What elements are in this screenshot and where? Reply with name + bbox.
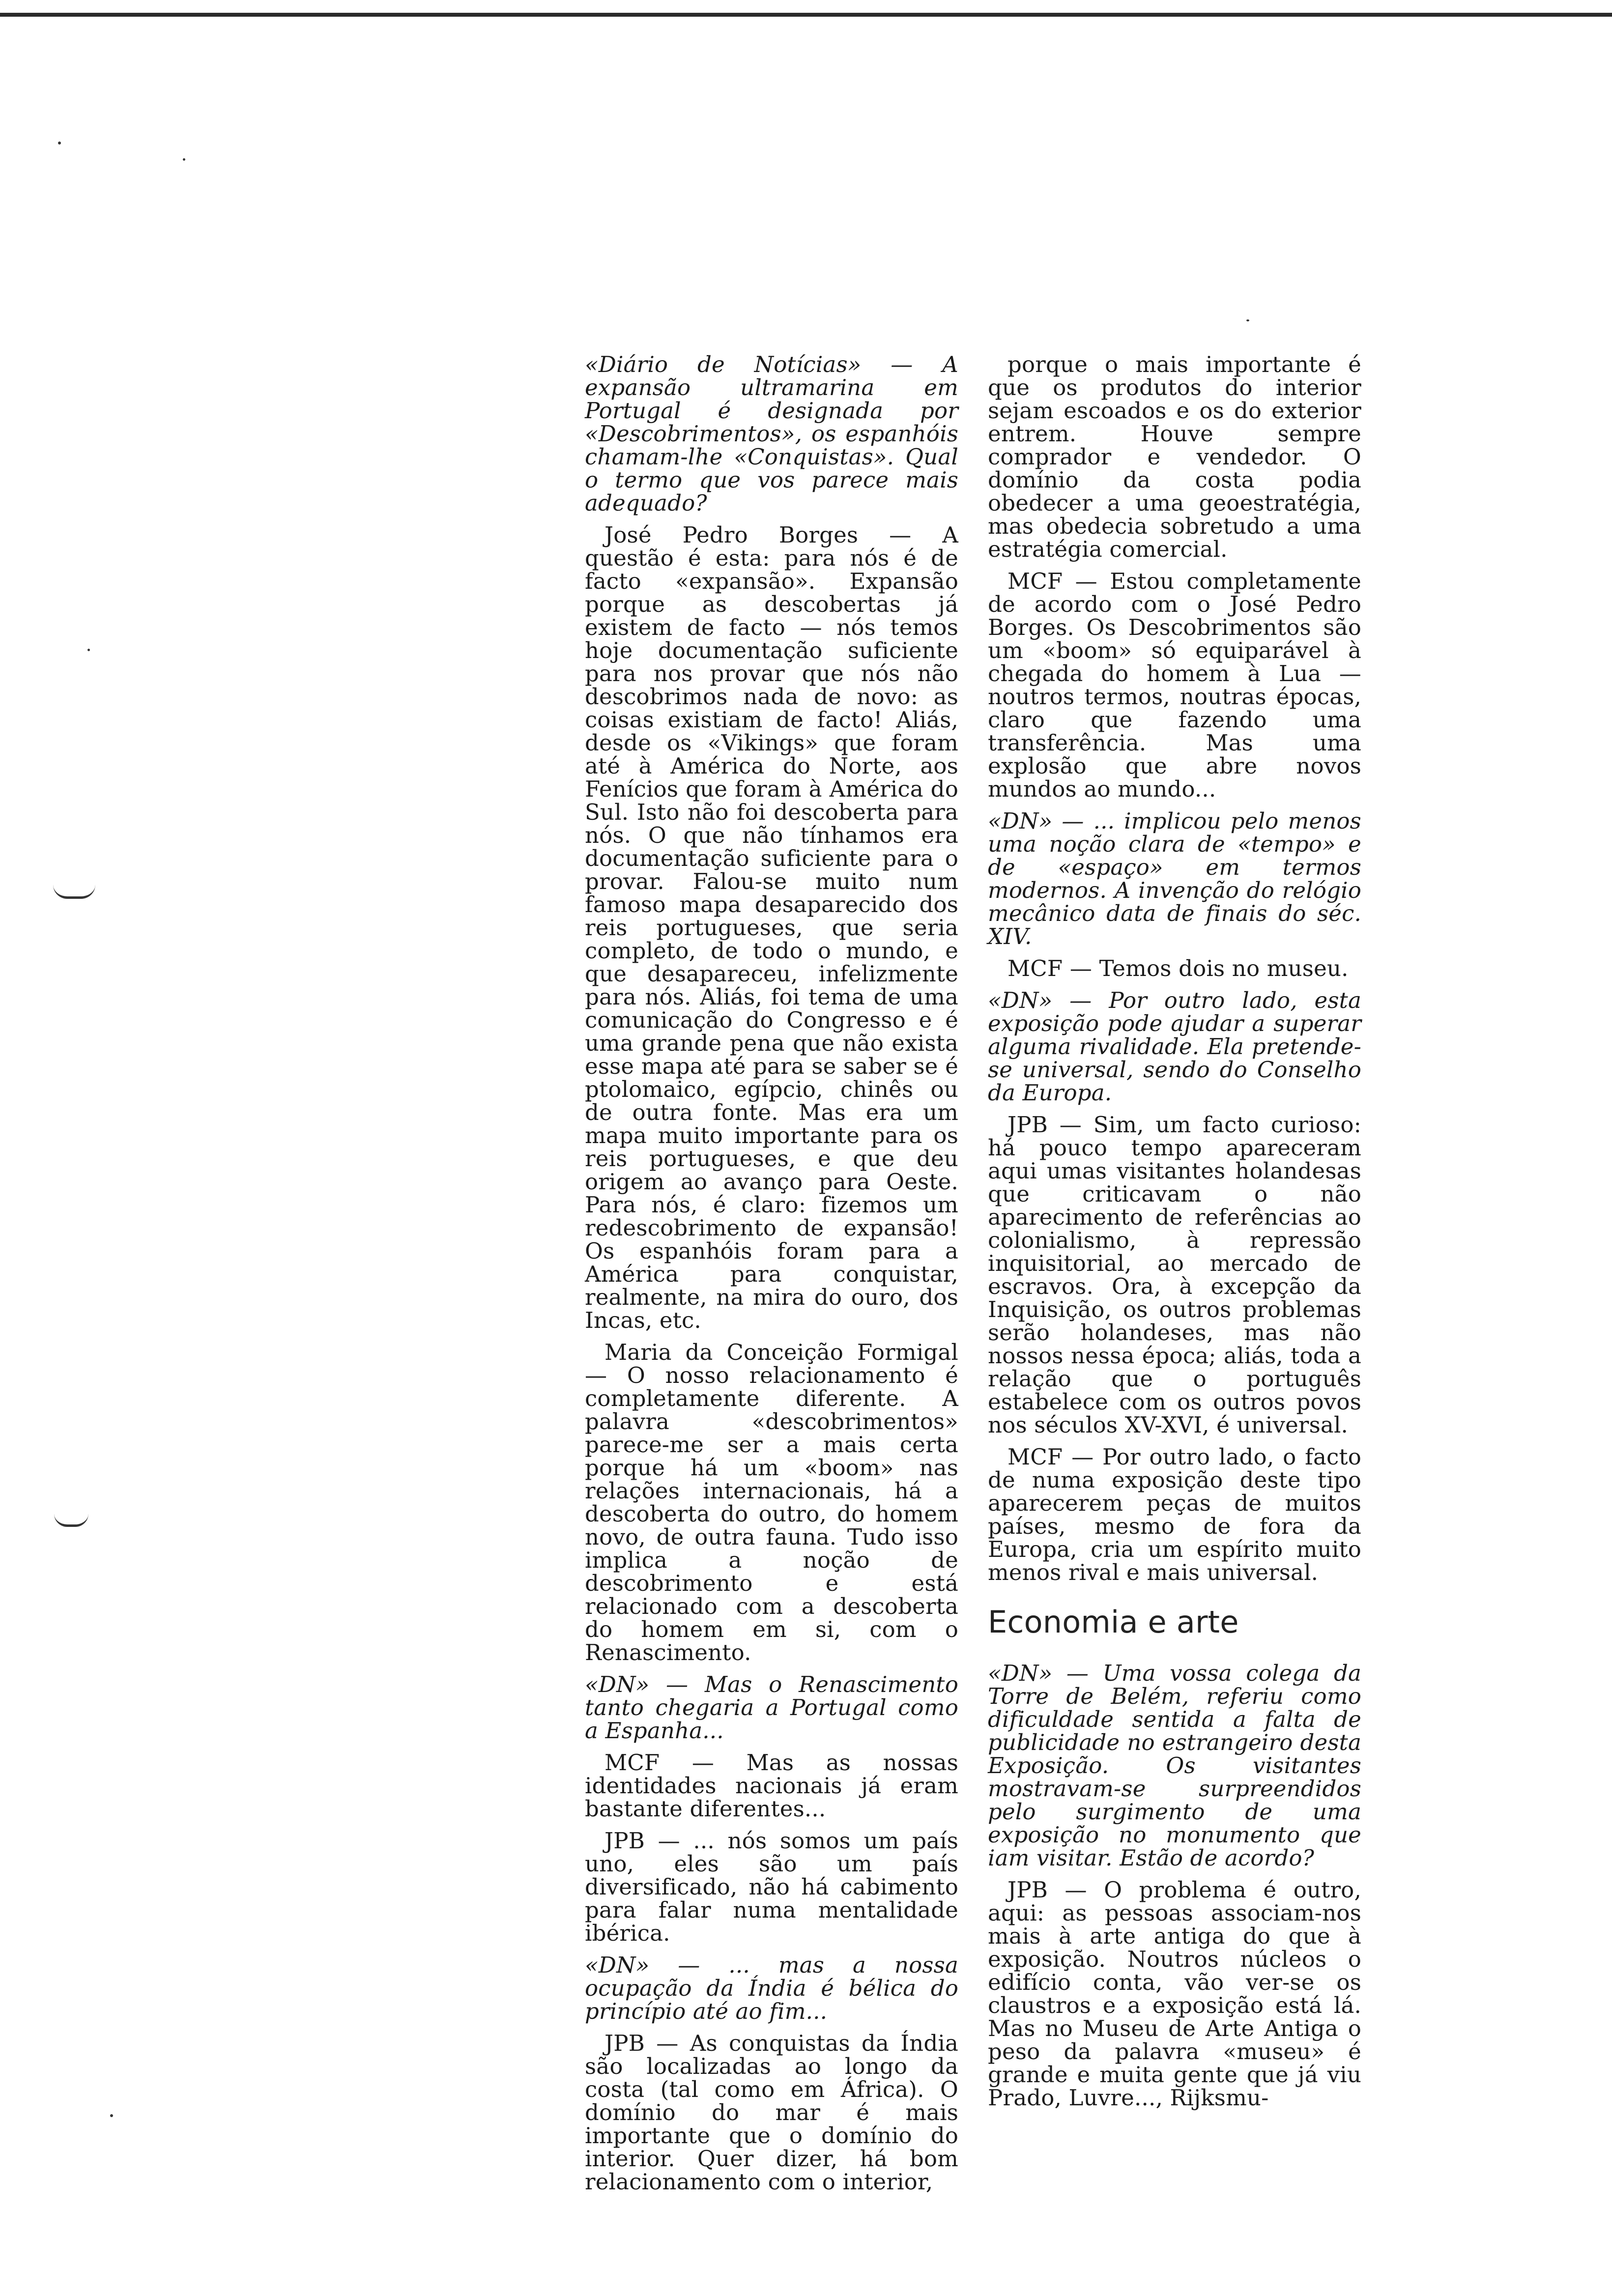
paragraph-text: Estou completamente de acordo com o José Pedro Borges. Os Descobrimentos são um «boom» só equiparável à chegada do homem à Lua — noutros termos, noutras épocas, claro que fazendo uma transferência. Mas uma explosão que abre novos mundos ao mundo... <box>988 568 1361 802</box>
paragraph-text: porque o mais importante é que os produtos do interior sejam escoados e os do exterior entrem. Houve sempre comprador e vendedor. O domínio da costa podia obedecer a uma geoestratégia, mas obedecia sobretudo a uma estratégia comercial. <box>988 351 1361 562</box>
interview-answer <box>585 1829 958 1945</box>
speaker-label: MCF — <box>604 1750 715 1776</box>
paragraph-text: As conquistas da Índia são localizadas ao longo da costa (tal como em África). O domínio do mar é mais importante que o domínio do interior. Quer dizer, há bom relacionamento com o interior, <box>585 2030 958 2195</box>
speaker-label: JPB — <box>604 2030 679 2056</box>
interview-answer <box>988 1113 1361 1436</box>
paragraph-text: A questão é esta: para nós é de facto «expansão». Expansão porque as descobertas já existem de facto — nós temos hoje documentação suficiente para nos provar que nós não descobrimos nada de novo: as coisas existiam de facto! Aliás, desde os «Vikings» que foram até à América do Norte, aos Fenícios que foram à América do Sul. Isto não foi descoberta para nós. O que não tínhamos era documentação suficiente para o provar. Falou-se muito num famoso mapa desaparecido dos reis portugueses, que seria completo, de todo o mundo, e que desapareceu, infelizmente para nós. Aliás, foi tema de uma comunicação do Congresso e é uma grande pena que não exista esse mapa até para se saber se é ptolomaico, egípcio, chinês ou de outra fonte. Mas era um mapa muito importante para os reis portugueses, e que deu origem ao avanço para Oeste. Para nós, é claro: fizemos um redescobrimento de expansão! Os espanhóis foram para a América para conquistar, realmente, na mira do ouro, dos Incas, etc. <box>585 522 958 1333</box>
interview-answer <box>988 1878 1361 2109</box>
interview-answer <box>988 957 1361 980</box>
scan-speck <box>183 158 185 161</box>
scan-mark <box>53 885 95 899</box>
interview-answer <box>585 1751 958 1820</box>
paragraph-text: Uma vossa colega da Torre de Belém, referiu como dificuldade sentida a falta de publicidade no estrangeiro desta Exposição. Os visitantes mostravam-se surpreendidos pelo surgimento de uma exposição no monumento que iam visitar. Estão de acordo? <box>988 1660 1361 1871</box>
speaker-label: MCF — <box>1008 955 1093 981</box>
paragraph-text: ... mas a nossa ocupação da Índia é bélica do princípio até ao fim... <box>585 1952 958 2024</box>
paragraph-text: Por outro lado, o facto de numa exposição deste tipo aparecerem peças de muitos países, mesmo de fora da Europa, cria um espírito muito menos rival e mais universal. <box>988 1444 1361 1585</box>
paragraph-text: Mas o Renascimento tanto chegaria a Portugal como a Espanha... <box>585 1671 958 1744</box>
paragraph-text: Mas as nossas identidades nacionais já eram bastante diferentes... <box>585 1750 958 1822</box>
paragraph-text: ... nós somos um país uno, eles são um país diversificado, não há cabimento para falar numa mentalidade ibérica. <box>585 1828 958 1946</box>
interview-question <box>988 809 1361 948</box>
interview-question <box>988 989 1361 1104</box>
speaker-label: MCF — <box>1008 1444 1094 1470</box>
paragraph-text: Sim, um facto curioso: há pouco tempo apareceram aqui umas visitantes holandesas que criticavam o não aparecimento de referências ao colonialismo, à repressão inquisitorial, ao mercado de escravos. Ora, à excepção da Inquisição, os outros problemas serão holandeses, mas não nossos nessa época; aliás, toda a relação que o português estabelece com os outros povos nos séculos XV-XVI, é universal. <box>988 1112 1361 1438</box>
speaker-label: «DN» — <box>988 1660 1089 1686</box>
speaker-label: «Diário de Notícias» — <box>585 351 913 377</box>
speaker-label: «DN» — <box>585 1952 700 1978</box>
paragraph-text: ... implicou pelo menos uma noção clara de «tempo» e de «espaço» em termos modernos. A invenção do relógio mecânico data de finais do séc. XIV. <box>988 808 1361 949</box>
interview-question <box>585 353 958 515</box>
interview-answer <box>585 523 958 1332</box>
scan-speck <box>58 142 61 144</box>
speaker-label: Maria da Conceição Formigal — <box>585 1339 958 1388</box>
scan-speck <box>1246 319 1249 321</box>
scan-speck <box>110 2114 113 2117</box>
paragraph-text: Por outro lado, esta exposição pode ajudar a superar alguma rivalidade. Ela pretende-se universal, sendo do Conselho da Europa. <box>988 987 1361 1106</box>
interview-answer <box>988 1445 1361 1584</box>
top-rule <box>0 13 1612 17</box>
interview-answer <box>585 2032 958 2193</box>
speaker-label: «DN» — <box>585 1671 689 1697</box>
interview-question <box>585 1953 958 2023</box>
interview-answer <box>585 1341 958 1664</box>
scan-speck <box>87 649 90 651</box>
paragraph-text: O problema é outro, aqui: as pessoas associam-nos mais à arte antiga do que à exposição. Noutros núcleos o edifício conta, vão ver-se os claustros e a exposição está lá. Mas no Museu de Arte Antiga o peso da palavra «museu» é grande e muita gente que já viu Prado, Luvre..., Rijksmu- <box>988 1877 1361 2111</box>
scan-mark <box>54 1514 88 1527</box>
speaker-label: JPB — <box>604 1828 680 1854</box>
interview-answer <box>988 570 1361 801</box>
paragraph-text: O nosso relacionamento é completamente diferente. A palavra «descobrimentos» parece-me ser a mais certa porque há um «boom» nas relações internacionais, há a descoberta do outro, do homem novo, de outra fauna. Tudo isso implica a noção de descobrimento e está relacionado com a descoberta do homem em si, com o Renascimento. <box>585 1362 958 1665</box>
speaker-label: JPB — <box>1008 1112 1082 1138</box>
speaker-label: «DN» — <box>988 808 1084 834</box>
speaker-label: MCF — <box>1008 568 1097 594</box>
interview-answer <box>988 353 1361 561</box>
interview-question <box>988 1662 1361 1869</box>
article-column-right <box>988 353 1361 2118</box>
paragraph-text: A expansão ultramarina em Portugal é designada por «Descobrimentos», os espanhóis chamam-lhe «Conquistas». Qual o termo que vos parece mais adequado? <box>585 351 958 516</box>
article-column-left <box>585 353 958 2202</box>
interview-question <box>585 1673 958 1742</box>
speaker-label: JPB — <box>1008 1877 1087 1903</box>
speaker-label: José Pedro Borges — <box>604 522 912 548</box>
section-heading: Economia e arte <box>988 1604 1239 1640</box>
paragraph-text: Temos dois no museu. <box>1099 955 1349 981</box>
speaker-label: «DN» — <box>988 987 1092 1013</box>
